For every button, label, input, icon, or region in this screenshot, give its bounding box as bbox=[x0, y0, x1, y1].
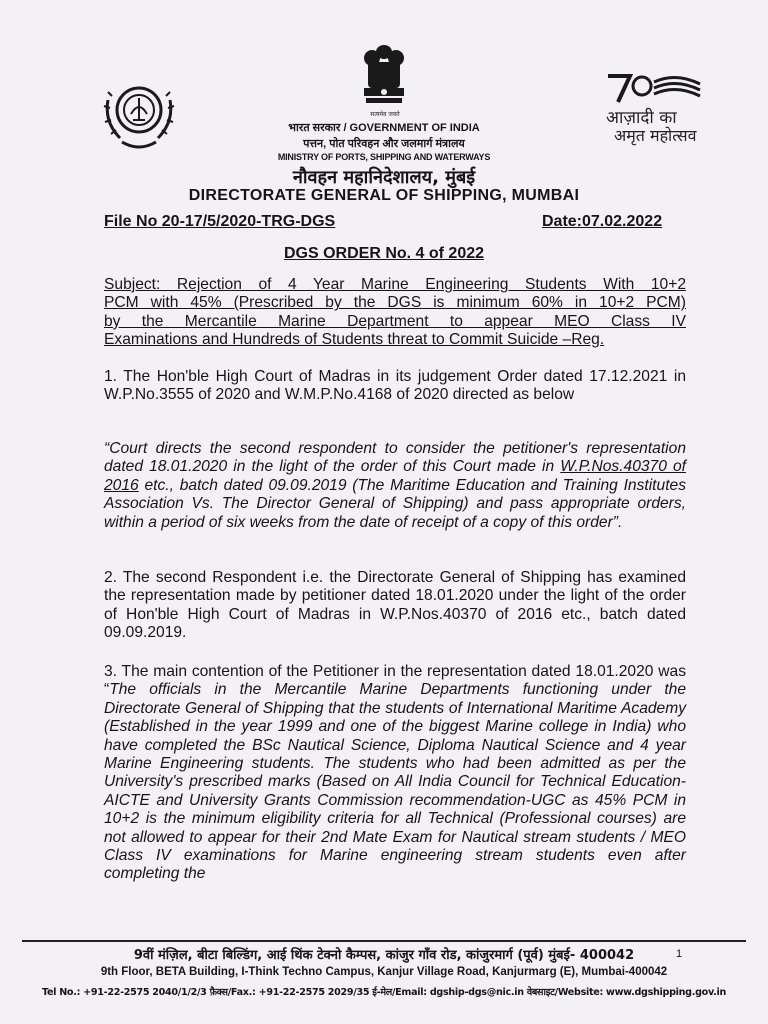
document-date: Date:07.02.2022 bbox=[542, 213, 663, 230]
directorate-hindi: नौवहन महानिदेशालय, मुंबई bbox=[292, 167, 476, 188]
quote-case-number: W.P.Nos.40370 of 2016 bbox=[104, 458, 686, 494]
footer-address-english: 9th Floor, BETA Building, I-Think Techno Campus, Kanjur Village Road, Kanjurmarg (E), Mumbai-400042 bbox=[100, 966, 668, 978]
paragraph-2: 2. The second Respondent i.e. the Directorate General of Shipping has examined the representation made by petitioner dated 18.01.2020 under the light of the order of Hon'ble High Court of Madras in W.P.Nos.40370 of 2016 etc., batch dated 09.09.2019. bbox=[104, 569, 686, 642]
directorate-english: DIRECTORATE GENERAL OF SHIPPING, MUMBAI bbox=[188, 187, 580, 204]
paragraph-3-lead: 3. The main contention of the Petitioner in the representation dated 18.01.2020 was “ bbox=[104, 663, 686, 699]
subject-line: Subject: Rejection of 4 Year Marine Engineering Students With 10+2 bbox=[104, 276, 686, 293]
government-line: भारत सरकार / GOVERNMENT OF INDIA bbox=[288, 122, 480, 134]
footer-contact: Tel No.: +91-22-2575 2040/1/2/3 फ़ैक्स/Fax.: +91-22-2575 2029/35 ई-मेल/Email: dgship-dgs@nic.in वेबसाइट/Website: www.dgshipping.gov.in bbox=[42, 987, 726, 998]
azadi-text-line2: अमृत महोत्सव bbox=[614, 126, 697, 145]
emblem-motto: सत्यमेव जयते bbox=[370, 111, 400, 118]
order-title: DGS ORDER No. 4 of 2022 bbox=[283, 245, 485, 262]
quote-text: “Court directs the second respondent to consider the petitioner's representation dated 18.01.2020 in the light of the order of this Court made in bbox=[104, 440, 686, 476]
ministry-english: MINISTRY OF PORTS, SHIPPING AND WATERWAYS bbox=[277, 152, 491, 162]
paragraph-3-quote: The officials in the Mercantile Marine Departments functioning under the Directorate General of Shipping that the students of International Maritime Academy (Established in the year 1999 and one of the biggest Marine college in India) who have completed the BSc Nautical Science, Diploma Nautical Science and 4 year Marine Engineering students. The students who had been admitted as per the University's prescribed marks (Based on All India Council for Technical Education-AICTE and University Grants Commission recommendation-UGC as 45% PCM in 10+2 is the minimum eligibility criteria for all Technical (Professional courses) are not allowed to appear for their 2nd Mate Exam for Nautical stream students / MEO Class IV examinations for Marine engineering stream students even after completing the bbox=[104, 681, 686, 883]
page-number: 1 bbox=[676, 948, 683, 960]
paragraph-1: 1. The Hon'ble High Court of Madras in its judgement Order dated 17.12.2021 in W.P.No.3555 of 2020 and W.M.P.No.4168 of 2020 directed as below bbox=[104, 368, 686, 404]
ministry-hindi: पत्तन, पोत परिवहन और जलमार्ग मंत्रालय bbox=[303, 138, 465, 150]
subject bbox=[104, 276, 686, 350]
subject-line: Examinations and Hundreds of Students threat to Commit Suicide –Reg. bbox=[104, 331, 605, 349]
court-quote bbox=[104, 440, 686, 532]
subject-line: PCM with 45% (Prescribed by the DGS is minimum 60% in 10+2 PCM) bbox=[104, 294, 686, 312]
national-emblem-icon bbox=[352, 42, 416, 118]
subject-line: by the Mercantile Marine Department to appear MEO Class IV bbox=[104, 312, 686, 330]
footer-divider bbox=[22, 940, 746, 942]
quote-text: etc., batch dated 09.09.2019 (The Maritime Education and Training Institutes Association Vs. The Director General of Shipping) and pass appropriate orders, within a period of six weeks from the date of receipt of a copy of this order”. bbox=[104, 476, 686, 531]
file-number: File No 20-17/5/2020-TRG-DGS bbox=[104, 213, 336, 230]
azadi-text-line1: आज़ादी का bbox=[606, 108, 677, 128]
footer-address-hindi: 9वीं मंज़िल, बीटा बिल्डिंग, आई थिंक टेक्नो कैम्पस, कांजुर गाँव रोड, कांजुरमार्ग (पूर्व) मुंबई- 400042 bbox=[133, 948, 635, 963]
paragraph-3 bbox=[104, 663, 686, 884]
